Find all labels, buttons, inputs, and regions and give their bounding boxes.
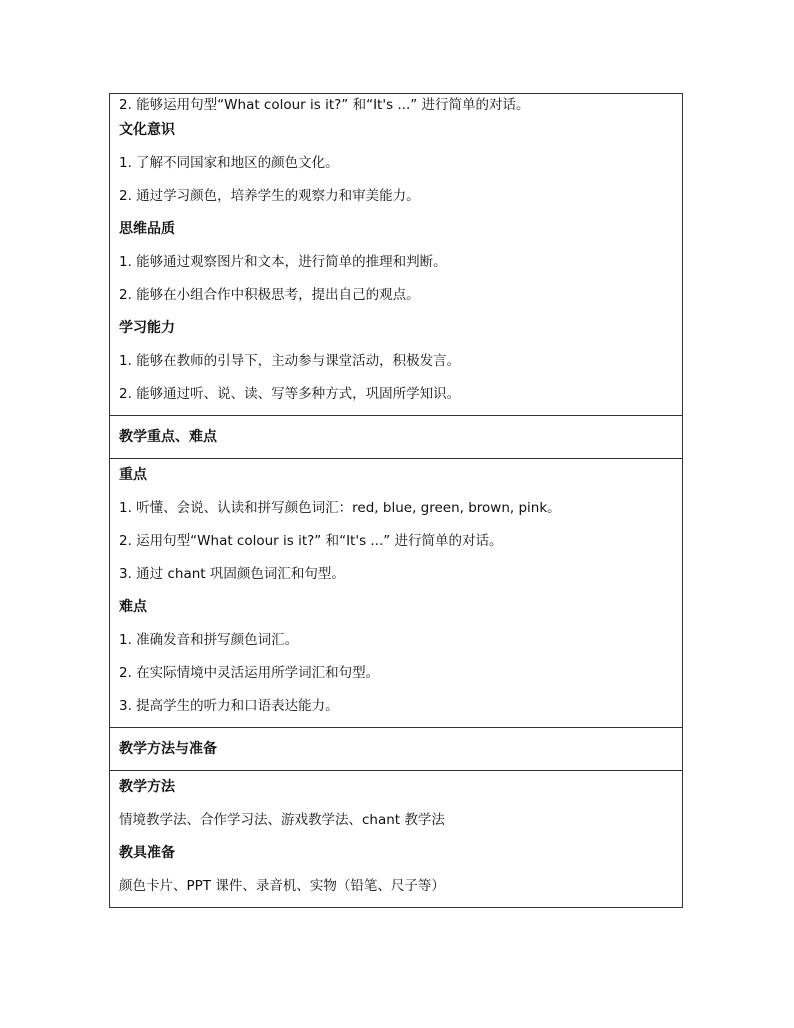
methods-text: 情境教学法、合作学习法、游戏教学法、chant 教学法 [119,812,445,828]
key-item-3: 3. 通过 chant 巩固颜色词汇和句型。 [119,566,345,582]
difficult-item-3: 3. 提高学生的听力和口语表达能力。 [119,698,339,714]
methods-title-cell [110,727,682,770]
learning-item-2: 2. 能够通过听、说、读、写等多种方式，巩固所学知识。 [119,386,461,402]
culture-item-2: 2. 通过学习颜色，培养学生的观察力和审美能力。 [119,188,420,204]
difficult-item-1: 1. 准确发音和拼写颜色词汇。 [119,632,299,648]
culture-item-1: 1. 了解不同国家和地区的颜色文化。 [119,155,339,171]
tools-text: 颜色卡片、PPT 课件、录音机、实物（铅笔、尺子等） [119,878,445,894]
goals-cell [110,94,682,415]
learning-heading: 学习能力 [119,320,175,336]
difficult-heading: 难点 [119,599,147,615]
thinking-item-2: 2. 能够在小组合作中积极思考，提出自己的观点。 [119,287,420,303]
methods-title: 教学方法与准备 [119,741,217,757]
thinking-item-1: 1. 能够通过观察图片和文本，进行简单的推理和判断。 [119,254,447,270]
learning-item-1: 1. 能够在教师的引导下，主动参与课堂活动，积极发言。 [119,353,461,369]
methods-cell [110,770,682,907]
key-points-title-cell [110,415,682,458]
methods-heading: 教学方法 [119,779,175,795]
difficult-item-2: 2. 在实际情境中灵活运用所学词汇和句型。 [119,665,380,681]
thinking-heading: 思维品质 [119,221,175,237]
tools-heading: 教具准备 [119,845,175,861]
key-item-2: 2. 运用句型“What colour is it?” 和“It's ...” 进行简单的对话。 [119,533,503,549]
key-points-cell [110,458,682,727]
key-heading: 重点 [119,467,147,483]
key-points-title: 教学重点、难点 [119,429,217,445]
key-item-1: 1. 听懂、会说、认读和拼写颜色词汇：red, blue, green, brown, pink。 [119,500,561,516]
culture-heading: 文化意识 [119,122,175,138]
lesson-plan-table [109,93,683,908]
language-goal-item-2: 2. 能够运用句型“What colour is it?” 和“It's ...” 进行简单的对话。 [119,97,530,113]
